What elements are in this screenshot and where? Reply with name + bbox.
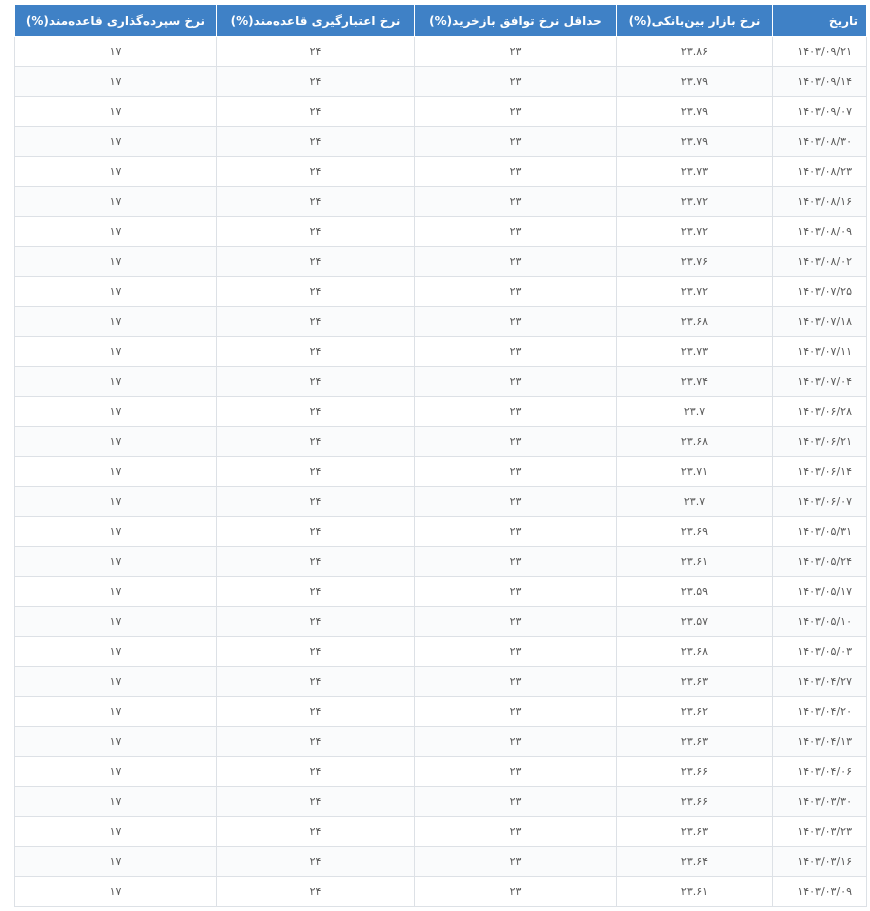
table-row	[15, 787, 867, 817]
cell-interbank-rate: ۲۳.۶۹	[617, 517, 773, 547]
table-row	[15, 367, 867, 397]
cell-deposit-facility-rate: ۱۷	[15, 847, 217, 877]
header-date: تاریخ	[773, 5, 867, 37]
cell-interbank-rate: ۲۳.۷۹	[617, 97, 773, 127]
table-header	[15, 5, 867, 37]
cell-interbank-rate: ۲۳.۶۱	[617, 547, 773, 577]
cell-lending-facility-rate: ۲۴	[217, 187, 415, 217]
cell-date: ۱۴۰۳/۰۹/۰۷	[773, 97, 867, 127]
cell-lending-facility-rate: ۲۴	[217, 37, 415, 67]
cell-deposit-facility-rate: ۱۷	[15, 457, 217, 487]
cell-interbank-rate: ۲۳.۶۸	[617, 307, 773, 337]
cell-deposit-facility-rate: ۱۷	[15, 397, 217, 427]
cell-deposit-facility-rate: ۱۷	[15, 697, 217, 727]
cell-interbank-rate: ۲۳.۷	[617, 397, 773, 427]
cell-date: ۱۴۰۳/۰۸/۳۰	[773, 127, 867, 157]
header-min-repo-rate: حداقل نرخ توافق بازخرید(%)	[415, 5, 617, 37]
table-row	[15, 817, 867, 847]
rates-table-container	[14, 4, 866, 907]
cell-date: ۱۴۰۳/۰۸/۲۳	[773, 157, 867, 187]
cell-lending-facility-rate: ۲۴	[217, 337, 415, 367]
cell-min-repo-rate: ۲۳	[415, 457, 617, 487]
cell-date: ۱۴۰۳/۰۹/۱۴	[773, 67, 867, 97]
cell-lending-facility-rate: ۲۴	[217, 637, 415, 667]
cell-interbank-rate: ۲۳.۷	[617, 487, 773, 517]
cell-min-repo-rate: ۲۳	[415, 817, 617, 847]
cell-lending-facility-rate: ۲۴	[217, 277, 415, 307]
cell-deposit-facility-rate: ۱۷	[15, 187, 217, 217]
cell-min-repo-rate: ۲۳	[415, 847, 617, 877]
cell-lending-facility-rate: ۲۴	[217, 67, 415, 97]
cell-interbank-rate: ۲۳.۷۳	[617, 337, 773, 367]
table-row	[15, 877, 867, 907]
cell-deposit-facility-rate: ۱۷	[15, 337, 217, 367]
cell-min-repo-rate: ۲۳	[415, 187, 617, 217]
cell-lending-facility-rate: ۲۴	[217, 727, 415, 757]
cell-min-repo-rate: ۲۳	[415, 157, 617, 187]
cell-min-repo-rate: ۲۳	[415, 367, 617, 397]
table-row	[15, 37, 867, 67]
cell-min-repo-rate: ۲۳	[415, 607, 617, 637]
header-row	[15, 5, 867, 37]
cell-interbank-rate: ۲۳.۸۶	[617, 37, 773, 67]
table-row	[15, 487, 867, 517]
table-row	[15, 667, 867, 697]
cell-lending-facility-rate: ۲۴	[217, 577, 415, 607]
cell-lending-facility-rate: ۲۴	[217, 247, 415, 277]
cell-min-repo-rate: ۲۳	[415, 547, 617, 577]
table-row	[15, 637, 867, 667]
cell-lending-facility-rate: ۲۴	[217, 847, 415, 877]
cell-deposit-facility-rate: ۱۷	[15, 727, 217, 757]
cell-lending-facility-rate: ۲۴	[217, 157, 415, 187]
cell-date: ۱۴۰۳/۰۳/۳۰	[773, 787, 867, 817]
cell-lending-facility-rate: ۲۴	[217, 457, 415, 487]
cell-deposit-facility-rate: ۱۷	[15, 367, 217, 397]
cell-deposit-facility-rate: ۱۷	[15, 607, 217, 637]
table-row	[15, 397, 867, 427]
cell-min-repo-rate: ۲۳	[415, 667, 617, 697]
cell-min-repo-rate: ۲۳	[415, 337, 617, 367]
table-row	[15, 127, 867, 157]
cell-interbank-rate: ۲۳.۶۸	[617, 637, 773, 667]
table-row	[15, 67, 867, 97]
cell-date: ۱۴۰۳/۰۶/۱۴	[773, 457, 867, 487]
cell-min-repo-rate: ۲۳	[415, 727, 617, 757]
cell-deposit-facility-rate: ۱۷	[15, 307, 217, 337]
cell-date: ۱۴۰۳/۰۵/۱۰	[773, 607, 867, 637]
table-row	[15, 457, 867, 487]
cell-min-repo-rate: ۲۳	[415, 487, 617, 517]
cell-date: ۱۴۰۳/۰۳/۱۶	[773, 847, 867, 877]
table-row	[15, 847, 867, 877]
cell-interbank-rate: ۲۳.۷۴	[617, 367, 773, 397]
cell-interbank-rate: ۲۳.۶۳	[617, 667, 773, 697]
table-row	[15, 697, 867, 727]
cell-date: ۱۴۰۳/۰۸/۰۹	[773, 217, 867, 247]
cell-date: ۱۴۰۳/۰۴/۱۳	[773, 727, 867, 757]
cell-min-repo-rate: ۲۳	[415, 217, 617, 247]
cell-deposit-facility-rate: ۱۷	[15, 247, 217, 277]
cell-lending-facility-rate: ۲۴	[217, 787, 415, 817]
cell-deposit-facility-rate: ۱۷	[15, 637, 217, 667]
cell-date: ۱۴۰۳/۰۶/۲۱	[773, 427, 867, 457]
table-row	[15, 607, 867, 637]
cell-date: ۱۴۰۳/۰۸/۰۲	[773, 247, 867, 277]
cell-interbank-rate: ۲۳.۷۹	[617, 127, 773, 157]
cell-deposit-facility-rate: ۱۷	[15, 547, 217, 577]
cell-lending-facility-rate: ۲۴	[217, 697, 415, 727]
table-row	[15, 547, 867, 577]
cell-interbank-rate: ۲۳.۷۹	[617, 67, 773, 97]
table-row	[15, 577, 867, 607]
cell-date: ۱۴۰۳/۰۹/۲۱	[773, 37, 867, 67]
cell-date: ۱۴۰۳/۰۵/۳۱	[773, 517, 867, 547]
cell-min-repo-rate: ۲۳	[415, 247, 617, 277]
cell-date: ۱۴۰۳/۰۶/۰۷	[773, 487, 867, 517]
cell-lending-facility-rate: ۲۴	[217, 127, 415, 157]
cell-min-repo-rate: ۲۳	[415, 307, 617, 337]
header-deposit-facility-rate: نرخ سپرده‌گذاری قاعده‌مند(%)	[15, 5, 217, 37]
cell-date: ۱۴۰۳/۰۵/۰۳	[773, 637, 867, 667]
cell-lending-facility-rate: ۲۴	[217, 307, 415, 337]
cell-interbank-rate: ۲۳.۶۸	[617, 427, 773, 457]
cell-deposit-facility-rate: ۱۷	[15, 517, 217, 547]
cell-min-repo-rate: ۲۳	[415, 277, 617, 307]
cell-interbank-rate: ۲۳.۶۳	[617, 727, 773, 757]
table-row	[15, 187, 867, 217]
cell-min-repo-rate: ۲۳	[415, 97, 617, 127]
cell-interbank-rate: ۲۳.۵۹	[617, 577, 773, 607]
cell-date: ۱۴۰۳/۰۷/۱۱	[773, 337, 867, 367]
cell-interbank-rate: ۲۳.۷۶	[617, 247, 773, 277]
table-row	[15, 217, 867, 247]
cell-interbank-rate: ۲۳.۶۶	[617, 787, 773, 817]
cell-min-repo-rate: ۲۳	[415, 427, 617, 457]
cell-lending-facility-rate: ۲۴	[217, 607, 415, 637]
cell-interbank-rate: ۲۳.۶۲	[617, 697, 773, 727]
interest-rates-table	[14, 4, 867, 907]
cell-deposit-facility-rate: ۱۷	[15, 487, 217, 517]
cell-interbank-rate: ۲۳.۶۴	[617, 847, 773, 877]
table-row	[15, 307, 867, 337]
cell-lending-facility-rate: ۲۴	[217, 397, 415, 427]
header-lending-facility-rate: نرخ اعتبارگیری قاعده‌مند(%)	[217, 5, 415, 37]
cell-lending-facility-rate: ۲۴	[217, 667, 415, 697]
cell-min-repo-rate: ۲۳	[415, 517, 617, 547]
table-row	[15, 727, 867, 757]
cell-date: ۱۴۰۳/۰۴/۲۰	[773, 697, 867, 727]
cell-lending-facility-rate: ۲۴	[217, 877, 415, 907]
cell-deposit-facility-rate: ۱۷	[15, 757, 217, 787]
cell-deposit-facility-rate: ۱۷	[15, 37, 217, 67]
cell-deposit-facility-rate: ۱۷	[15, 157, 217, 187]
cell-interbank-rate: ۲۳.۷۲	[617, 217, 773, 247]
cell-deposit-facility-rate: ۱۷	[15, 817, 217, 847]
cell-interbank-rate: ۲۳.۷۳	[617, 157, 773, 187]
table-row	[15, 517, 867, 547]
cell-date: ۱۴۰۳/۰۵/۲۴	[773, 547, 867, 577]
cell-min-repo-rate: ۲۳	[415, 787, 617, 817]
cell-interbank-rate: ۲۳.۶۱	[617, 877, 773, 907]
cell-interbank-rate: ۲۳.۵۷	[617, 607, 773, 637]
cell-deposit-facility-rate: ۱۷	[15, 127, 217, 157]
cell-deposit-facility-rate: ۱۷	[15, 577, 217, 607]
cell-date: ۱۴۰۳/۰۵/۱۷	[773, 577, 867, 607]
cell-lending-facility-rate: ۲۴	[217, 817, 415, 847]
cell-min-repo-rate: ۲۳	[415, 697, 617, 727]
cell-min-repo-rate: ۲۳	[415, 67, 617, 97]
cell-lending-facility-rate: ۲۴	[217, 547, 415, 577]
table-row	[15, 427, 867, 457]
table-body	[15, 37, 867, 907]
cell-lending-facility-rate: ۲۴	[217, 427, 415, 457]
table-row	[15, 157, 867, 187]
cell-date: ۱۴۰۳/۰۳/۰۹	[773, 877, 867, 907]
cell-date: ۱۴۰۳/۰۳/۲۳	[773, 817, 867, 847]
cell-deposit-facility-rate: ۱۷	[15, 787, 217, 817]
table-row	[15, 277, 867, 307]
cell-min-repo-rate: ۲۳	[415, 577, 617, 607]
cell-deposit-facility-rate: ۱۷	[15, 97, 217, 127]
cell-min-repo-rate: ۲۳	[415, 37, 617, 67]
cell-min-repo-rate: ۲۳	[415, 127, 617, 157]
cell-lending-facility-rate: ۲۴	[217, 517, 415, 547]
cell-deposit-facility-rate: ۱۷	[15, 667, 217, 697]
cell-deposit-facility-rate: ۱۷	[15, 877, 217, 907]
table-row	[15, 757, 867, 787]
cell-lending-facility-rate: ۲۴	[217, 487, 415, 517]
cell-date: ۱۴۰۳/۰۷/۱۸	[773, 307, 867, 337]
cell-interbank-rate: ۲۳.۷۲	[617, 277, 773, 307]
cell-lending-facility-rate: ۲۴	[217, 217, 415, 247]
cell-deposit-facility-rate: ۱۷	[15, 277, 217, 307]
header-interbank-rate: نرخ بازار بین‌بانکی(%)	[617, 5, 773, 37]
cell-min-repo-rate: ۲۳	[415, 877, 617, 907]
cell-interbank-rate: ۲۳.۶۶	[617, 757, 773, 787]
cell-date: ۱۴۰۳/۰۷/۲۵	[773, 277, 867, 307]
cell-lending-facility-rate: ۲۴	[217, 757, 415, 787]
cell-deposit-facility-rate: ۱۷	[15, 427, 217, 457]
cell-lending-facility-rate: ۲۴	[217, 367, 415, 397]
table-row	[15, 337, 867, 367]
cell-date: ۱۴۰۳/۰۴/۲۷	[773, 667, 867, 697]
cell-date: ۱۴۰۳/۰۷/۰۴	[773, 367, 867, 397]
cell-deposit-facility-rate: ۱۷	[15, 217, 217, 247]
cell-interbank-rate: ۲۳.۶۳	[617, 817, 773, 847]
cell-date: ۱۴۰۳/۰۴/۰۶	[773, 757, 867, 787]
cell-date: ۱۴۰۳/۰۸/۱۶	[773, 187, 867, 217]
cell-date: ۱۴۰۳/۰۶/۲۸	[773, 397, 867, 427]
cell-min-repo-rate: ۲۳	[415, 397, 617, 427]
cell-min-repo-rate: ۲۳	[415, 637, 617, 667]
table-row	[15, 97, 867, 127]
cell-lending-facility-rate: ۲۴	[217, 97, 415, 127]
cell-deposit-facility-rate: ۱۷	[15, 67, 217, 97]
cell-interbank-rate: ۲۳.۷۱	[617, 457, 773, 487]
table-row	[15, 247, 867, 277]
cell-min-repo-rate: ۲۳	[415, 757, 617, 787]
cell-interbank-rate: ۲۳.۷۲	[617, 187, 773, 217]
